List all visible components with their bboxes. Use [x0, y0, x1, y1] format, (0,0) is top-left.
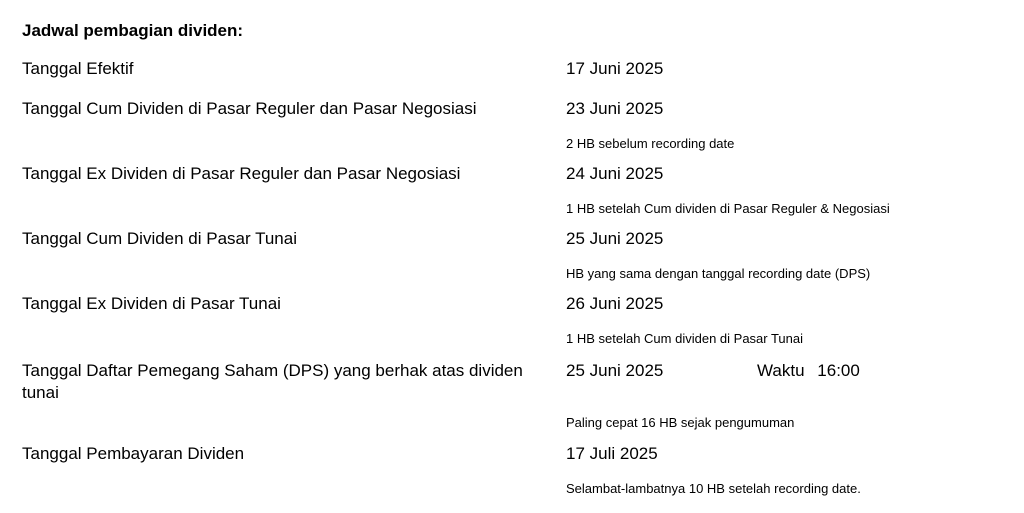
row-date: 17 Juli 2025	[566, 444, 658, 463]
row-date: 24 Juni 2025	[566, 164, 664, 183]
row-date: 23 Juni 2025	[566, 99, 664, 118]
row-label: Tanggal Cum Dividen di Pasar Tunai	[22, 229, 297, 248]
row-note: Paling cepat 16 HB sejak pengumuman	[566, 415, 795, 430]
row-note: 1 HB setelah Cum dividen di Pasar Tunai	[566, 331, 804, 346]
row-note: 1 HB setelah Cum dividen di Pasar Reguler & Negosiasi	[566, 201, 890, 216]
row-note: HB yang sama dengan tanggal recording date (DPS)	[566, 266, 871, 281]
row-date: 25 Juni 2025	[566, 361, 664, 380]
row-date: 25 Juni 2025	[566, 229, 664, 248]
row-date: 17 Juni 2025	[566, 59, 664, 78]
schedule-heading: Jadwal pembagian dividen:	[22, 21, 244, 40]
row-date: 26 Juni 2025	[566, 294, 664, 313]
row-label: Tanggal Efektif	[22, 59, 134, 78]
row-label: Tanggal Pembayaran Dividen	[22, 444, 245, 463]
row-label: Tanggal Cum Dividen di Pasar Reguler dan Pasar Negosiasi	[22, 99, 477, 118]
row-note: Selambat-lambatnya 10 HB setelah recording date.	[566, 481, 861, 496]
row-time	[757, 360, 860, 382]
row-label: Tanggal Ex Dividen di Pasar Tunai	[22, 294, 281, 313]
row-label: Tanggal Daftar Pemegang Saham (DPS) yang berhak atas dividen tunai	[22, 361, 523, 402]
row-note: 2 HB sebelum recording date	[566, 136, 735, 151]
time-label: Waktu	[757, 361, 805, 380]
time-value: 16:00	[817, 361, 860, 380]
row-label: Tanggal Ex Dividen di Pasar Reguler dan Pasar Negosiasi	[22, 164, 461, 183]
